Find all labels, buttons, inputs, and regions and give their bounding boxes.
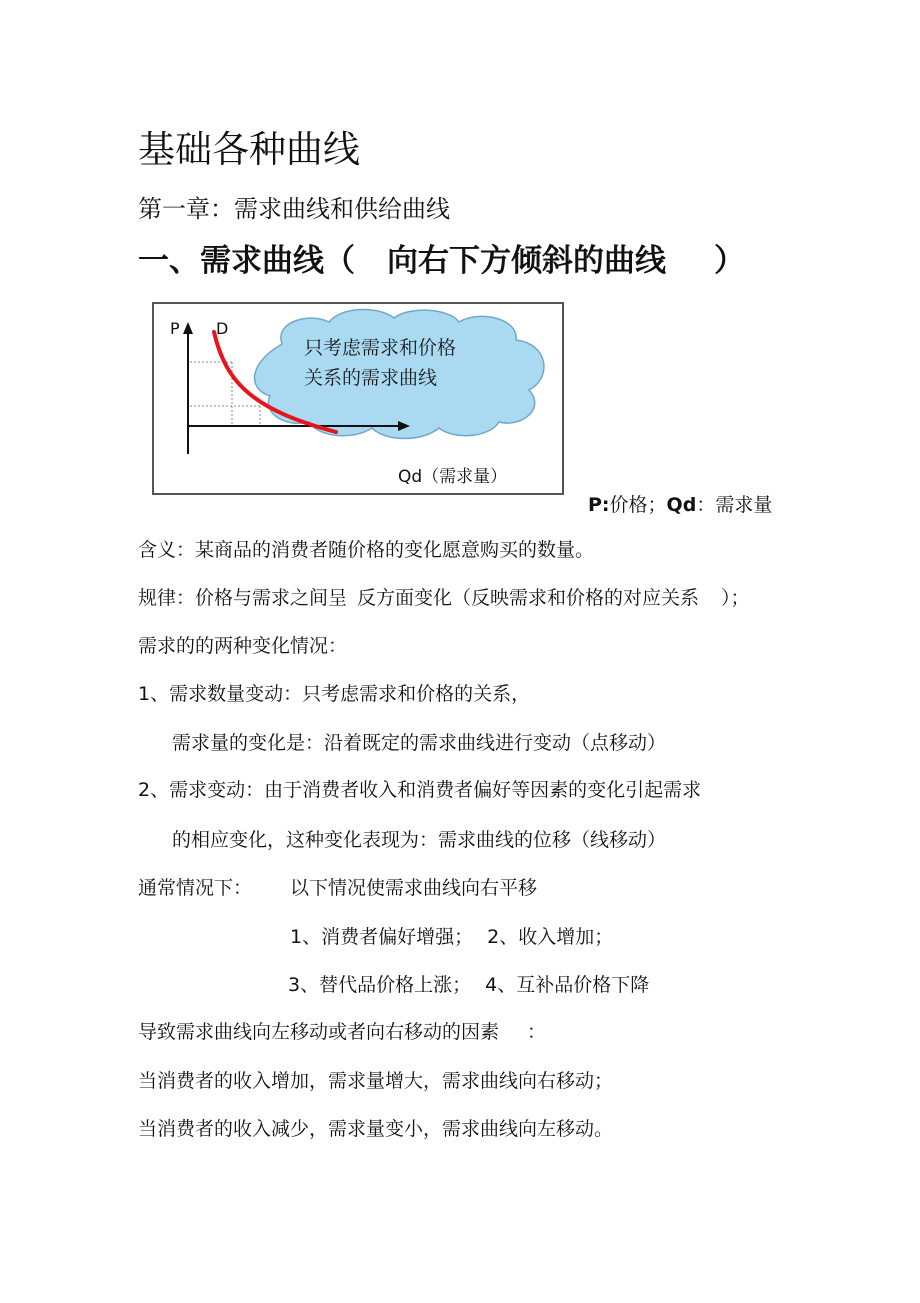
cause-text: 导致需求曲线向左移动或者向右移动的因素 (138, 1021, 500, 1043)
item2-detail: 的相应变化，这种变化表现为：需求曲线的位移（线移动） (172, 829, 667, 851)
cloud-text-line1: 只考虑需求和价格 (304, 337, 457, 359)
two-changes-text: 需求的的两种变化情况： (138, 635, 348, 657)
income-increase-text: 当消费者的收入增加，需求量增大，需求曲线向右移动； (138, 1070, 614, 1092)
document-title: 基础各种曲线 (138, 128, 360, 171)
demand-curve-diagram (154, 304, 562, 493)
section-heading (138, 243, 745, 280)
section-suffix: ） (714, 243, 745, 279)
caption-p-label: P: (588, 494, 610, 516)
factor1-text: 、消费者偏好增强； (302, 926, 474, 948)
usually-line (138, 876, 537, 901)
y-axis-label: P (170, 319, 180, 338)
usually-label: 通常情况下： (138, 877, 253, 899)
cause-colon: ： (527, 1021, 547, 1043)
section-middle: 向右下方倾斜的曲线 (387, 243, 666, 279)
cause-line (138, 1020, 546, 1045)
factor1-number: 1 (290, 926, 303, 948)
factor3-number: 3 (288, 974, 301, 996)
income-decrease-text: 当消费者的收入减少，需求量变小，需求曲线向左移动。 (138, 1118, 614, 1140)
item1-number: 1 (138, 683, 151, 705)
factors-row1 (290, 925, 613, 950)
section-prefix: 一、需求曲线（ (138, 243, 355, 279)
rule-part3: ）； (721, 587, 750, 609)
factor4-text: 、互补品价格下降 (497, 974, 650, 996)
caption-qd-label: Qd (666, 494, 697, 516)
caption-qd-text: ：需求量 (696, 494, 773, 516)
figure-caption (588, 490, 772, 517)
rule-part1: 规律：价格与需求之间呈 (138, 587, 348, 609)
item2 (138, 778, 701, 803)
item1-detail: 需求量的变化是：沿着既定的需求曲线进行变动（点移动） (172, 732, 667, 754)
curve-label: D (216, 319, 229, 338)
meaning-text: 含义：某商品的消费者随价格的变化愿意购买的数量。 (138, 539, 595, 561)
item2-text: 、需求变动：由于消费者收入和消费者偏好等因素的变化引起需求 (150, 779, 702, 801)
factor2-text: 、收入增加； (499, 926, 614, 948)
caption-p-text: 价格； (609, 494, 667, 516)
y-axis-arrow (183, 322, 193, 334)
item1-text: 、需求数量变动：只考虑需求和价格的关系， (150, 683, 531, 705)
cloud-text-line2: 关系的需求曲线 (304, 367, 438, 389)
usually-text: 以下情况使需求曲线向右平移 (290, 877, 538, 899)
demand-curve-figure (152, 302, 564, 495)
factors-row2 (288, 973, 649, 998)
item2-number: 2 (138, 779, 151, 801)
x-axis-label: Qd（需求量） (398, 467, 508, 487)
rule-text (138, 586, 750, 611)
chapter-heading: 第一章：需求曲线和供给曲线 (138, 195, 450, 223)
factor4-number: 4 (485, 974, 498, 996)
factor2-number: 2 (487, 926, 500, 948)
item1 (138, 682, 530, 707)
factor3-text: 、替代品价格上涨； (300, 974, 472, 996)
rule-part2: 反方面变化（反映需求和价格的对应关系 (357, 587, 700, 609)
